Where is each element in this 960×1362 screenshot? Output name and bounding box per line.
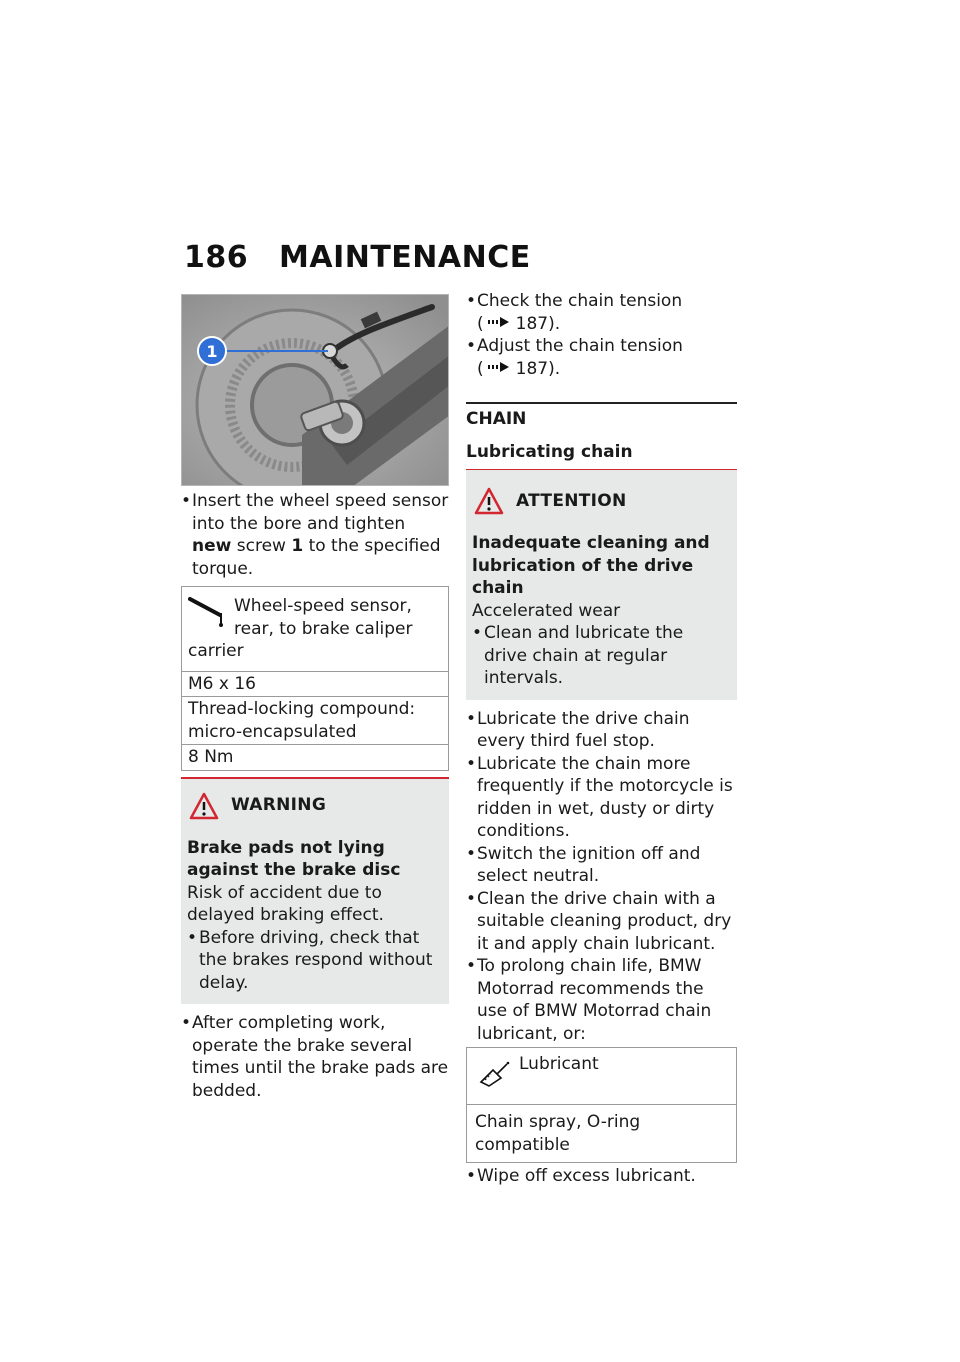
left-column [181,294,449,1102]
warning-triangle-icon [189,792,219,820]
bullet-dot: • [466,753,477,774]
step-text: After completing work, operate the brake several times until the brake pads are bedded. [192,1013,449,1101]
torque-spec-table [181,586,449,771]
bullet-dot: • [181,491,192,511]
page-reference-arrow-icon [488,316,510,328]
bullet-dot: • [466,956,477,976]
list-item [181,1012,449,1102]
step-text: Check the chain tension [477,291,683,311]
tension-step-list [466,290,737,380]
page-reference-arrow-icon [488,361,510,373]
section-title: MAINTENANCE [279,240,531,275]
oil-can-icon [477,1060,511,1088]
attention-triangle-icon [474,487,504,515]
lubricant-table [466,1047,737,1163]
page-header [184,240,531,275]
bullet-dot: • [466,888,477,909]
bullet-dot: • [466,708,477,729]
spec-header [182,587,448,671]
warning-label: WARNING [231,795,327,816]
attention-header [474,484,731,518]
step-text: Adjust the chain tension [477,336,683,356]
list-item: • Adjust the chain tension ( 187). [466,336,683,379]
step-text: Clean the drive chain with a suitable cleaning product, dry it and apply chain lubricant. [477,888,732,954]
figure-callout-1: 1 [206,342,218,361]
list-item [181,490,449,580]
attention-box [466,470,737,700]
insert-step-list [181,490,449,580]
attention-body: Accelerated wear [472,600,621,621]
lubrication-step-list [466,708,737,1046]
step-text: Insert the wheel speed sensor into the bore and tighten [192,491,449,534]
bullet-dot: • [181,1013,192,1033]
list-item [466,708,737,753]
warning-bullet-text: Before driving, check that the brakes respond without delay. [199,927,433,993]
bullet-dot: • [472,623,483,643]
spec-title-line2: rear, to brake caliper [234,618,413,639]
lubricant-header [467,1048,736,1104]
spec-row-screw: M6 x 16 [182,671,448,697]
attention-bullets [472,622,731,690]
bullet-dot: • [187,927,198,948]
lubricant-value: Chain spray, O-ring compatible [467,1104,736,1162]
list-item [466,843,737,888]
lubricant-title: Lubricant [519,1054,599,1074]
after-step-list [181,1012,449,1102]
bullet-dot: • [466,291,477,311]
step-text: to the specified torque. [192,536,441,579]
warning-body: Risk of accident due to delayed braking effect. [187,882,384,925]
warning-box [181,777,449,1005]
step-text: screw [231,536,292,556]
page-number: 186 [184,240,249,275]
list-item [187,927,443,995]
spec-row-torque: 8 Nm [182,744,448,770]
spec-title-line1: Wheel-speed sensor, [234,596,412,616]
lubricating-chain-title: Lubricating chain [466,441,633,462]
list-item [466,1165,737,1188]
step-text: Lubricate the drive chain every third fuel stop. [477,708,690,751]
step-text: Wipe off excess lubricant. [477,1166,696,1186]
chain-section [466,402,737,463]
attention-heading: Inadequate cleaning and lubrication of the drive chain [472,533,710,598]
final-step-list [466,1165,737,1188]
warning-heading: Brake pads not lying against the brake disc [187,837,401,880]
attention-label: ATTENTION [516,490,627,511]
list-item [466,753,737,843]
page-ref[interactable]: 187). [515,358,561,379]
step-text: To prolong chain life, BMW Motorrad recommends the use of BMW Motorrad chain lubricant, or: [477,956,712,1044]
step-text: Lubricate the chain more frequently if the motorcycle is ridden in wet, dusty or dirty conditions. [477,753,733,841]
bullet-dot: • [466,843,477,864]
wheel-sensor-photo [181,294,449,486]
bullet-dot: • [466,1166,477,1186]
page-ref[interactable]: 187). [515,313,561,334]
torque-wrench-icon [188,593,228,627]
spec-title-line3: carrier [188,641,244,661]
list-item: • Check the chain tension ( 187). [466,291,683,334]
bullet-dot: • [466,336,477,356]
wheel-sensor-illustration [182,295,449,486]
list-item [466,888,737,956]
new-label: new [192,536,232,556]
warning-bullets [187,927,443,995]
step-text: Switch the ignition off and select neutral. [477,843,701,886]
spec-row-compound: Thread-locking compound: micro-encapsulated [182,696,448,744]
list-item [466,955,737,1045]
callout-ref: 1 [291,536,304,556]
list-item [472,622,731,690]
warning-header [189,789,443,823]
attention-bullet-text: Clean and lubricate the drive chain at regular intervals. [484,623,684,688]
right-column [466,290,737,1188]
chain-section-title: CHAIN [466,409,527,429]
